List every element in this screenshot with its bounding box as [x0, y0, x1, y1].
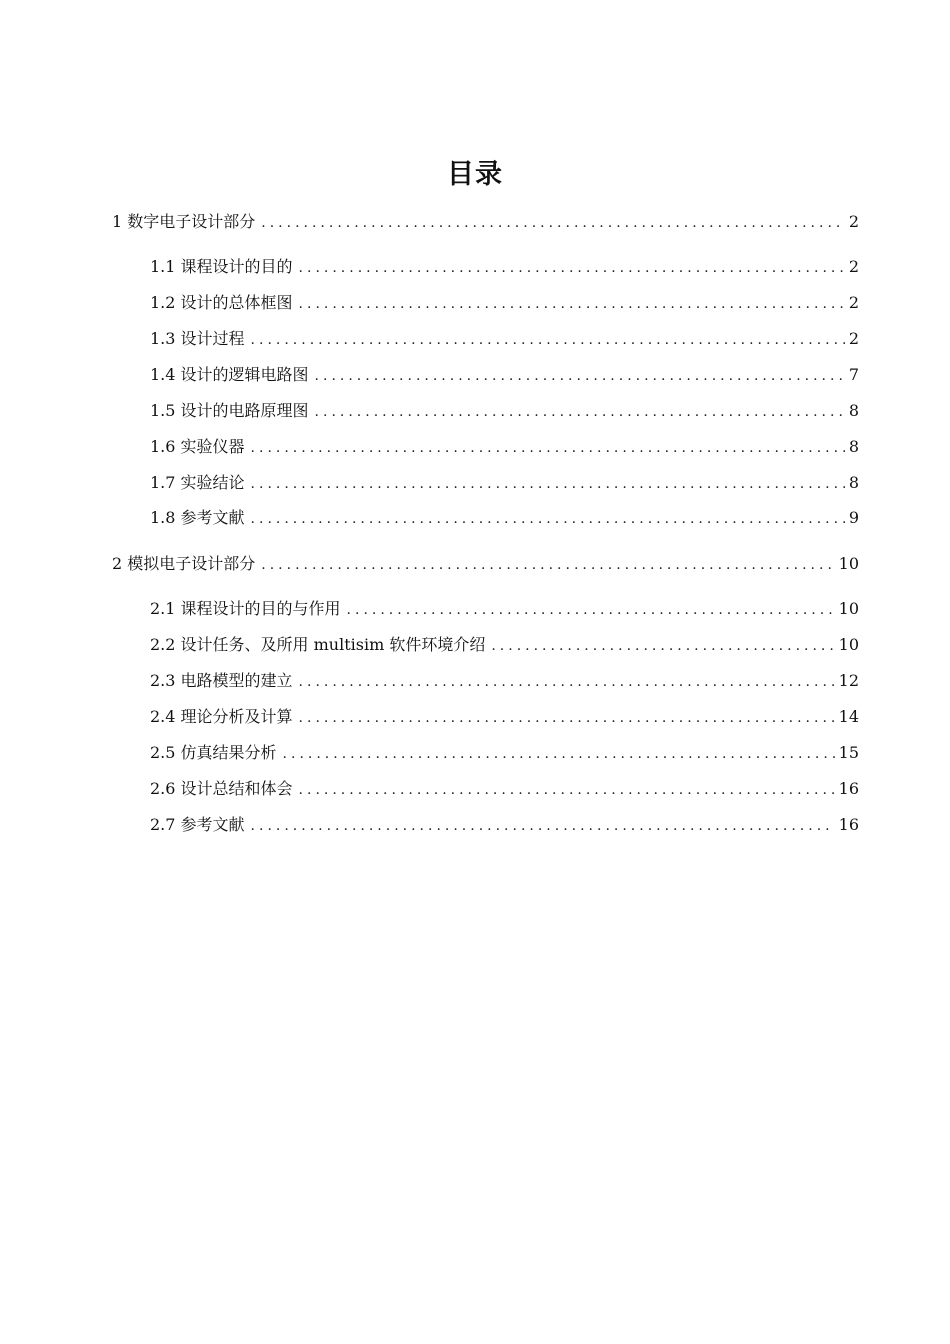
- toc-dot-leader: [299, 671, 835, 693]
- toc-dot-leader: [299, 257, 845, 279]
- toc-entry-label: 1.4 设计的逻辑电路图: [150, 365, 309, 384]
- toc-dot-leader: [315, 365, 845, 387]
- toc-entry-page: 2: [848, 293, 859, 312]
- toc-entry-page: 8: [848, 473, 859, 492]
- toc-entry[interactable]: [150, 814, 859, 836]
- toc-entry[interactable]: [150, 364, 859, 386]
- toc-entry-page: 14: [838, 707, 859, 726]
- toc-dot-leader: [299, 779, 835, 801]
- toc-title: 目录: [447, 159, 503, 190]
- toc-entry[interactable]: [150, 742, 859, 764]
- toc-entry-page: 16: [838, 815, 859, 834]
- toc-entry[interactable]: [150, 670, 859, 692]
- toc-entry-page: 8: [848, 437, 859, 456]
- toc-entry[interactable]: [150, 634, 859, 656]
- toc-dot-leader: [251, 437, 845, 459]
- toc-entry[interactable]: [150, 292, 859, 314]
- toc-entry[interactable]: [150, 778, 859, 800]
- toc-entry-label: 1.5 设计的电路原理图: [150, 401, 309, 420]
- toc-entry-label: 1.1 课程设计的目的: [150, 257, 293, 276]
- toc-dot-leader: [261, 212, 845, 234]
- toc-entry[interactable]: [112, 211, 859, 233]
- toc-entry-page: 12: [838, 671, 859, 690]
- toc-entry-page: 8: [848, 401, 859, 420]
- toc-entry[interactable]: [150, 598, 859, 620]
- toc-entry-page: 7: [848, 365, 859, 384]
- toc-entry-label: 2.4 理论分析及计算: [150, 707, 293, 726]
- toc-dot-leader: [251, 329, 845, 351]
- toc-entry-label: 1.3 设计过程: [150, 329, 245, 348]
- toc-dot-leader: [261, 554, 834, 576]
- toc-entry-label: 2.2 设计任务、及所用 multisim 软件环境介绍: [150, 635, 486, 654]
- toc-entry[interactable]: [150, 706, 859, 728]
- toc-dot-leader: [251, 508, 845, 530]
- toc-entry-label: 1.6 实验仪器: [150, 437, 245, 456]
- toc-entry-page: 9: [848, 508, 859, 527]
- toc-entry[interactable]: [150, 507, 859, 529]
- toc-dot-leader: [283, 743, 835, 765]
- toc-entry-label: 2.1 课程设计的目的与作用: [150, 599, 341, 618]
- toc-entry[interactable]: [112, 553, 859, 575]
- toc-entry-label: 1 数字电子设计部分: [112, 212, 256, 231]
- toc-entry[interactable]: [150, 472, 859, 494]
- toc-entry-page: 2: [848, 212, 859, 231]
- toc-entry[interactable]: [150, 400, 859, 422]
- toc-entry-label: 1.7 实验结论: [150, 473, 245, 492]
- toc-entry-page: 10: [838, 635, 859, 654]
- toc-dot-leader: [251, 815, 835, 837]
- toc-entry-page: 2: [848, 329, 859, 348]
- toc-entry-label: 2 模拟电子设计部分: [112, 554, 256, 573]
- toc-entry-page: 15: [838, 743, 859, 762]
- toc-entry[interactable]: [150, 328, 859, 350]
- toc-entry-label: 2.3 电路模型的建立: [150, 671, 293, 690]
- toc-dot-leader: [347, 599, 835, 621]
- toc-dot-leader: [251, 473, 845, 495]
- toc-entry-label: 2.5 仿真结果分析: [150, 743, 277, 762]
- toc-entry-label: 1.2 设计的总体框图: [150, 293, 293, 312]
- toc-entry-page: 16: [838, 779, 859, 798]
- toc-dot-leader: [299, 293, 845, 315]
- toc-entry[interactable]: [150, 436, 859, 458]
- toc-dot-leader: [315, 401, 845, 423]
- toc-entry-page: 10: [838, 599, 859, 618]
- toc-entry-label: 2.6 设计总结和体会: [150, 779, 293, 798]
- toc-dot-leader: [299, 707, 835, 729]
- toc-entry-label: 2.7 参考文献: [150, 815, 245, 834]
- toc-entry-label: 1.8 参考文献: [150, 508, 245, 527]
- toc-entry[interactable]: [150, 256, 859, 278]
- toc-dot-leader: [491, 635, 834, 657]
- toc-entry-page: 2: [848, 257, 859, 276]
- toc-entry-page: 10: [838, 554, 859, 573]
